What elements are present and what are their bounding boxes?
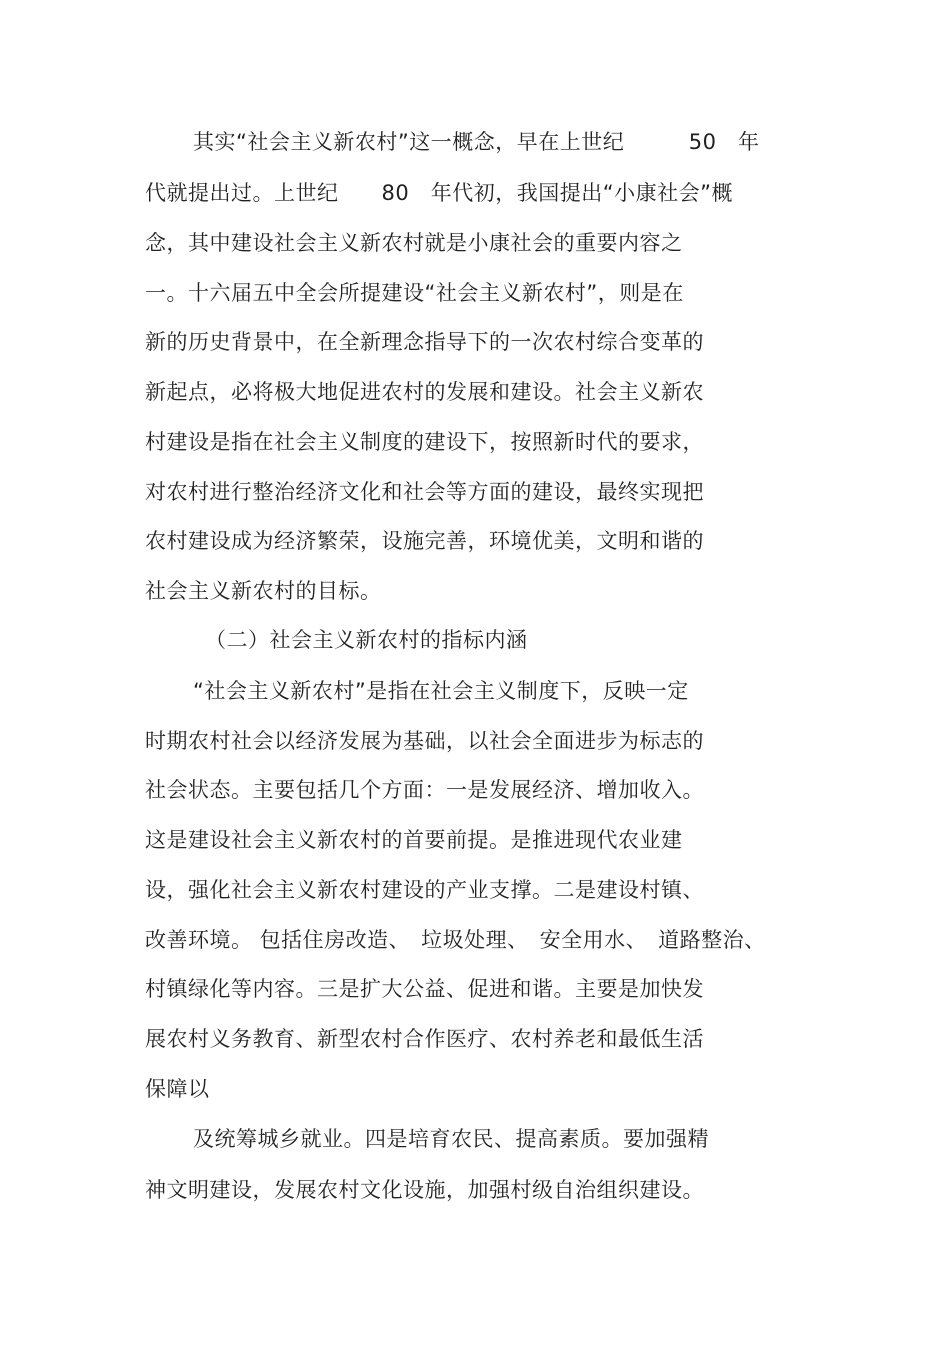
paragraph-line: 神文明建设，发展农村文化设施，加强村级自治组织建设。 — [145, 1178, 704, 1202]
paragraph-line: 时期农村社会以经济发展为基础，以社会全面进步为标志的 — [145, 729, 704, 753]
paragraph-line: 村镇绿化等内容。三是扩大公益、促进和谐。主要是加快发 — [145, 977, 704, 1001]
paragraph-line: 新的历史背景中，在全新理念指导下的一次农村综合变革的 — [145, 330, 704, 354]
paragraph-line: 这是建设社会主义新农村的首要前提。是推进现代农业建 — [145, 828, 683, 852]
paragraph-line: 对农村进行整治经济文化和社会等方面的建设，最终实现把 — [145, 480, 704, 504]
paragraph-line: 及统筹城乡就业。四是培育农民、提高素质。要加强精 — [193, 1127, 709, 1151]
paragraph-line: 一。十六届五中全会所提建设“社会主义新农村”，则是在 — [145, 281, 684, 305]
paragraph-line: 保障以 — [145, 1077, 210, 1101]
section-heading: （二）社会主义新农村的指标内涵 — [205, 628, 528, 652]
paragraph-line: 社会状态。主要包括几个方面：一是发展经济、增加收入。 — [145, 778, 704, 802]
paragraph-line: 农村建设成为经济繁荣，设施完善，环境优美，文明和谐的 — [145, 529, 704, 553]
paragraph-line: “社会主义新农村”是指在社会主义制度下，反映一定 — [193, 679, 689, 703]
paragraph-line: 村建设是指在社会主义制度的建设下，按照新时代的要求， — [145, 430, 704, 454]
paragraph-line: 新起点，必将极大地促进农村的发展和建设。社会主义新农 — [145, 380, 704, 404]
paragraph-line: 设，强化社会主义新农村建设的产业支撑。二是建设村镇、 — [145, 878, 704, 902]
paragraph-line: 改善环境。 包括住房改造、 垃圾处理、 安全用水、 道路整治、 — [145, 928, 766, 952]
paragraph-line: 社会主义新农村的目标。 — [145, 579, 382, 603]
paragraph-line: 展农村义务教育、新型农村合作医疗、农村养老和最低生活 — [145, 1027, 704, 1051]
paragraph-line: 念，其中建设社会主义新农村就是小康社会的重要内容之 — [145, 231, 683, 255]
paragraph-line: 代就提出过。上世纪 80 年代初，我国提出“小康社会”概 — [145, 181, 733, 205]
paragraph-line: 其实“社会主义新农村”这一概念，早在上世纪 50 年 — [193, 130, 760, 154]
